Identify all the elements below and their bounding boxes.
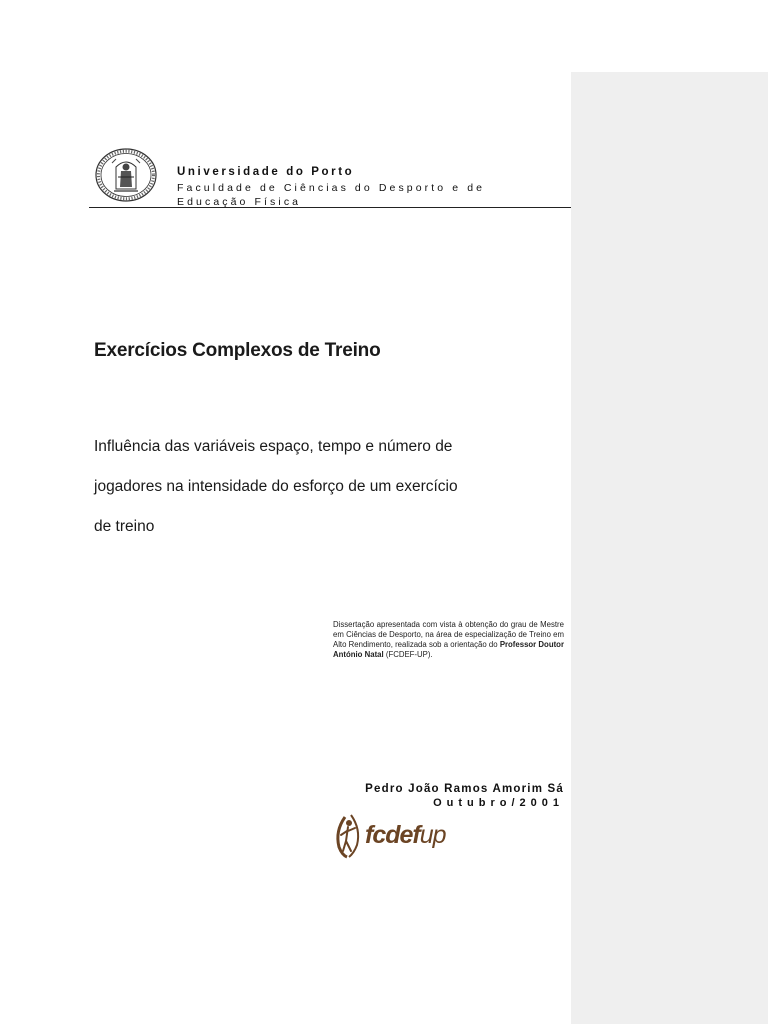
university-name: Universidade do Porto: [177, 166, 355, 178]
publication-date: Outubro/2001: [433, 797, 564, 809]
header-divider: [89, 207, 571, 208]
subtitle-line: jogadores na intensidade do esforço de um exercício: [94, 478, 458, 495]
university-seal-icon: [94, 147, 158, 203]
logo-wordmark: [365, 821, 446, 850]
logo-main-text: fcdef: [365, 821, 420, 849]
dissertation-text-end: (FCDEF-UP).: [383, 650, 433, 659]
document-subtitle: [94, 427, 564, 547]
advisor-name: Professor Doutor António Natal: [333, 640, 564, 659]
subtitle-line: de treino: [94, 518, 155, 535]
subtitle-line: Influência das variáveis espaço, tempo e número de: [94, 438, 453, 455]
dissertation-text: Dissertação apresentada com vista à obtenção do grau de Mestre em Ciências de Desporto, na área de especialização de Treino em Alto Rendimento, realizada sob a orientação do: [333, 620, 564, 649]
side-panel: [571, 0, 768, 1024]
dissertation-note: [333, 620, 564, 660]
author-name: Pedro João Ramos Amorim Sá: [365, 783, 564, 795]
athlete-emblem-icon: [333, 811, 367, 861]
side-panel-top: [571, 0, 768, 72]
document-title: Exercícios Complexos de Treino: [94, 340, 381, 361]
faculty-name: Faculdade de Ciências do Desporto e de Educação Física: [177, 182, 486, 208]
fcdef-up-logo: [333, 811, 468, 861]
logo-suffix-text: up: [419, 821, 446, 849]
